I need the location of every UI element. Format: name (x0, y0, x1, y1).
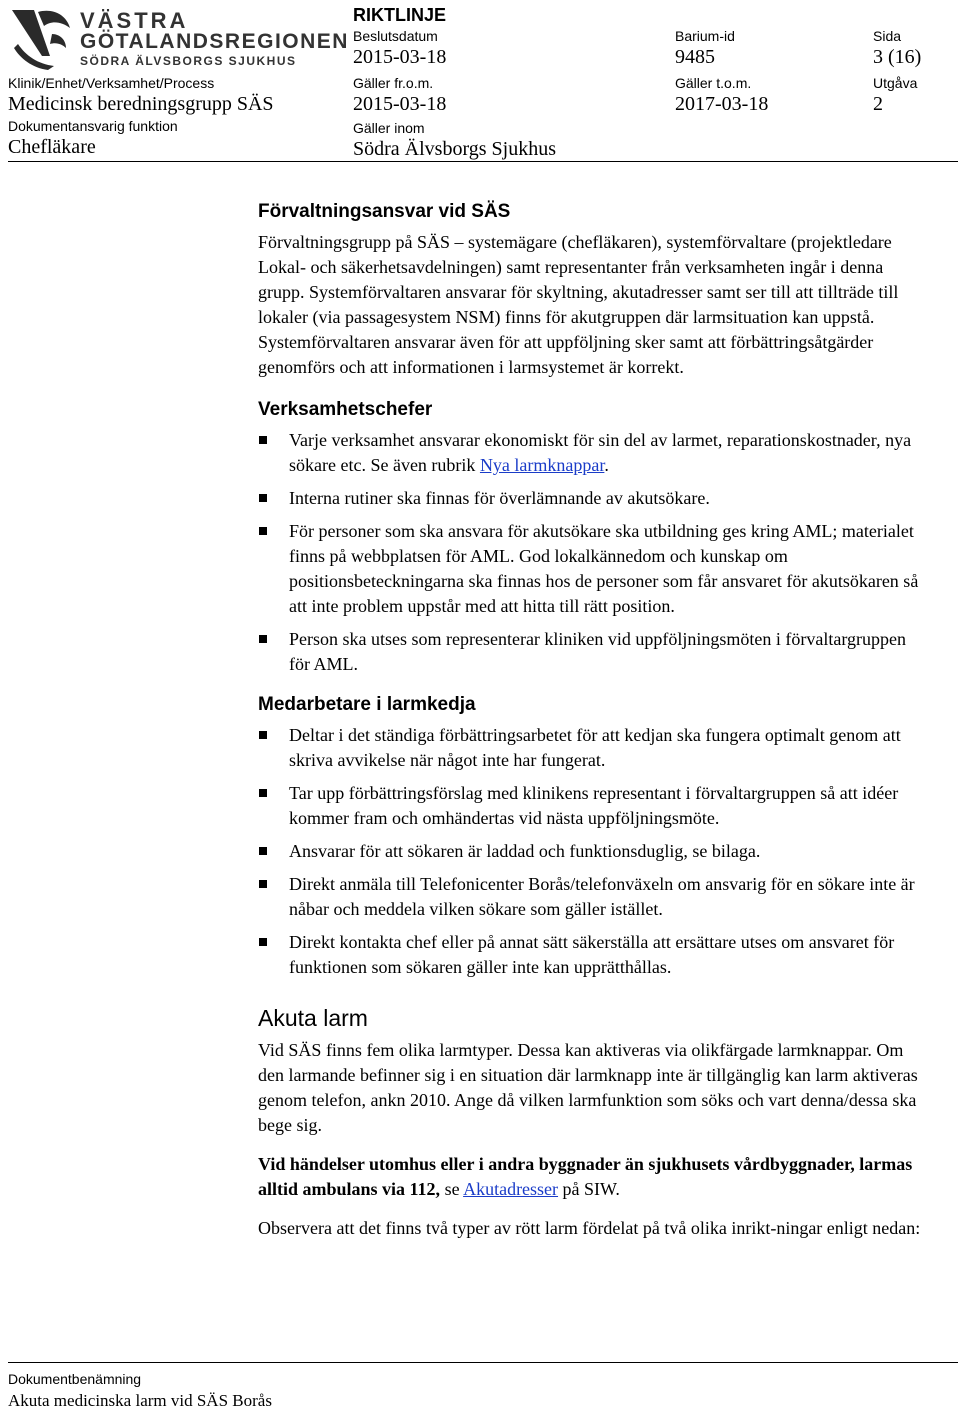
sida-value: 3 (16) (873, 46, 922, 68)
bullet-icon (259, 731, 267, 739)
akuta-para1: Vid SÄS finns fem olika larmtyper. Dessa kan aktiveras via olikfärgade larmknappar. Om den larmande befinner sig i en situation där larmknapp inte är tillgänglig kan larm aktiveras genom telefon, ankn 2010. Ange då vilken larmfunktion som söks och vart denna/dessa ska bege sig. (258, 1040, 918, 1135)
item-text: Tar upp förbättringsförslag med klinikens representant i förvaltargruppen så att idéer kommer fram och omhändertas vid nästa uppföljningsmöte. (289, 783, 899, 828)
akuta-para3: Observera att det finns två typer av rött larm fördelat på två olika inrikt-ningar enligt nedan: (258, 1218, 921, 1238)
beslutsdatum-value: 2015-03-18 (353, 46, 447, 68)
galler-tom-label: Gäller t.o.m. (675, 75, 752, 91)
akuta-para2-end: på SIW. (558, 1179, 620, 1199)
item-text: För personer som ska ansvara för akutsökare ska utbildning ges kring AML; materialet finns på webbplatsen för AML. God lokalkännedom och kunskap om positionsbeteckningarna ska finnas hos de personer som får ansvaret för akutsökaren så att inte problem uppstår med att hitta till rätt position. (289, 521, 919, 616)
bullet-icon (259, 527, 267, 535)
item-text: Direkt kontakta chef eller på annat sätt säkerställa att ersättare utses om ansvaret för funktionen som sökaren gäller inte kan upprätthållas. (289, 932, 895, 977)
item-text: Person ska utses som representerar kliniken vid uppföljningsmöten i förvaltargruppen för AML. (289, 629, 907, 674)
ansvarig-label: Dokumentansvarig funktion (8, 118, 178, 134)
akuta-para2-mid: se (440, 1179, 464, 1199)
galler-inom-value: Södra Älvsborgs Sjukhus (353, 138, 556, 160)
list-item (258, 930, 928, 980)
footer-label: Dokumentbenämning (8, 1371, 142, 1387)
heading-medarbetare: Medarbetare i larmkedja (258, 694, 476, 715)
item-text: Direkt anmäla till Telefonicenter Borås/telefonväxeln om ansvarig för en sökare inte är nåbar och meddela vilken sökare som gäller istället. (289, 874, 915, 919)
document-body (258, 200, 928, 1241)
forvaltning-body: Förvaltningsgrupp på SÄS – systemägare (chefläkaren), systemförvaltare (projektledare Lokal- och säkerhetsavdelningen) samt representanter från verksamheten ingår i denna grupp. Systemförvaltaren ansvarar för skyltning, akutadresser samt ser till att tillträde till lokaler (via passagesystem NSM) finns för akutgruppen där larmsituation kan uppstå. Systemförvaltaren ansvarar även för att uppföljning sker samt att förbättringsåtgärder genomförs och att informationen i larmsystemet är korrekt. (258, 232, 899, 377)
galler-from-value: 2015-03-18 (353, 93, 447, 115)
item-text: Varje verksamhet ansvarar ekonomiskt för sin del av larmet, reparationskostnader, nya sökare etc. Se även rubrik (289, 430, 912, 475)
heading-akuta-larm: Akuta larm (258, 1005, 368, 1031)
doc-type: RIKTLINJE (353, 5, 447, 25)
header-divider (8, 161, 958, 162)
akuta-para2-bold: Vid händelser utomhus eller i andra byggnader än sjukhusets vårdbyggnader, larmas alltid ambulans via 112, (258, 1154, 913, 1199)
footer-value: Akuta medicinska larm vid SÄS Borås (8, 1391, 272, 1410)
list-item (258, 486, 928, 511)
list-item (258, 839, 928, 864)
list-item (258, 781, 928, 831)
item-text: Ansvarar för att sökaren är laddad och funktionsduglig, se bilaga. (289, 841, 761, 861)
vgr-logo (8, 6, 349, 70)
verksamhetschefer-list (258, 428, 928, 677)
list-item (258, 723, 928, 773)
galler-inom-label: Gäller inom (353, 120, 425, 136)
galler-tom-value: 2017-03-18 (675, 93, 769, 115)
utgava-label: Utgåva (873, 75, 918, 91)
bullet-icon (259, 436, 267, 444)
item-text: Interna rutiner ska finnas för överlämnande av akutsökare. (289, 488, 710, 508)
akutadresser-link[interactable]: Akutadresser (463, 1179, 559, 1199)
vgr-logo-mark-icon (8, 6, 74, 70)
bullet-icon (259, 847, 267, 855)
logo-line2: GÖTALANDSREGIONEN (80, 30, 349, 53)
bullet-icon (259, 880, 267, 888)
bullet-icon (259, 789, 267, 797)
item-text-end: . (604, 455, 609, 475)
utgava-value: 2 (873, 93, 883, 115)
bullet-icon (259, 494, 267, 502)
heading-verksamhetschefer: Verksamhetschefer (258, 399, 433, 420)
bullet-icon (259, 938, 267, 946)
medarbetare-list (258, 723, 928, 980)
unit-label: Klinik/Enhet/Verksamhet/Process (8, 75, 215, 91)
beslutsdatum-label: Beslutsdatum (353, 28, 438, 44)
list-item (258, 627, 928, 677)
logo-line1: VÄSTRA (80, 8, 189, 33)
akuta-para2 (258, 1152, 928, 1202)
logo-line3: SÖDRA ÄLVSBORGS SJUKHUS (80, 54, 297, 68)
nya-larmknappar-link[interactable]: Nya larmknappar (479, 455, 605, 475)
bullet-icon (259, 635, 267, 643)
list-item (258, 519, 928, 619)
galler-from-label: Gäller fr.o.m. (353, 75, 434, 91)
heading-forvaltning: Förvaltningsansvar vid SÄS (258, 201, 511, 222)
barium-id-label: Barium-id (675, 28, 735, 44)
item-text: Deltar i det ständiga förbättringsarbetet för att kedjan ska fungera optimalt genom att skriva avvikelse när något inte har fungerat. (289, 725, 901, 770)
unit-value: Medicinsk beredningsgrupp SÄS (8, 93, 274, 115)
ansvarig-value: Chefläkare (8, 136, 96, 158)
footer-divider (8, 1362, 958, 1363)
sida-label: Sida (873, 28, 902, 44)
list-item (258, 428, 928, 478)
list-item (258, 872, 928, 922)
barium-id-value: 9485 (675, 46, 715, 68)
